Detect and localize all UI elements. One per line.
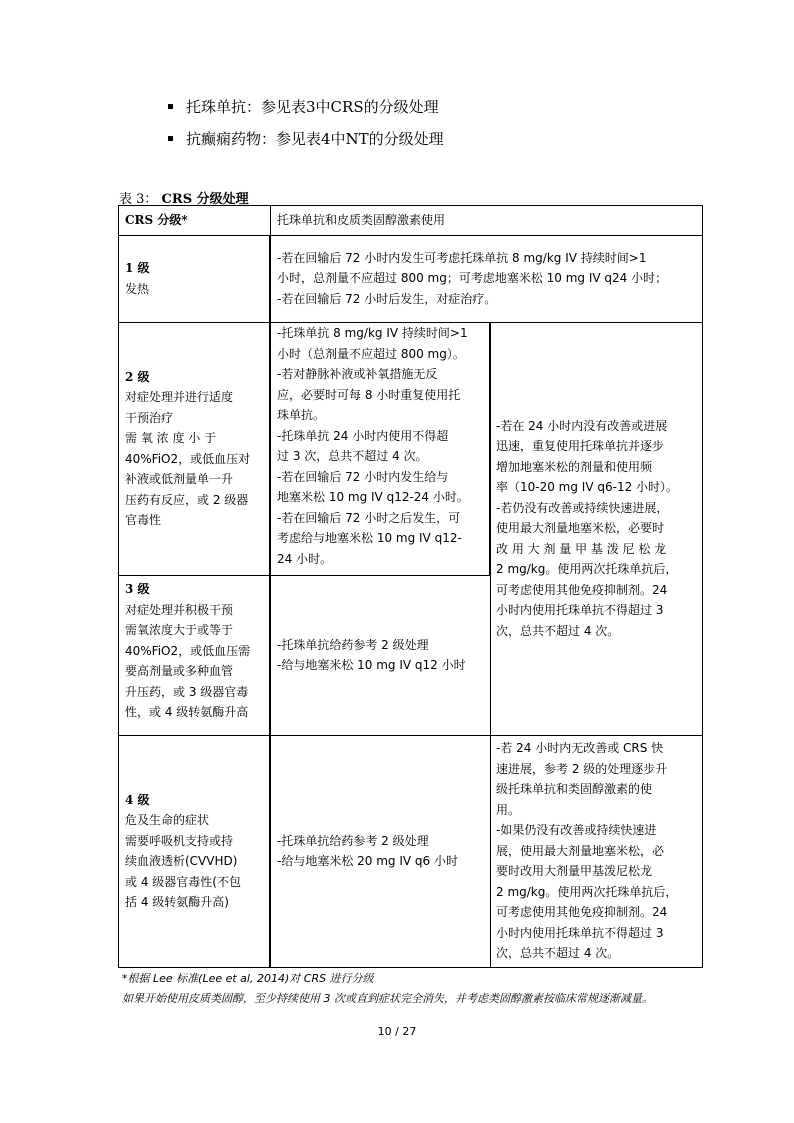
escalation-line: 可考虑使用其他免疫抑制剂。24 bbox=[496, 582, 668, 597]
treatment-line: -若在回输后 72 小时内发生可考虑托珠单抗 8 mg/kg IV 持续时间>1 bbox=[277, 250, 647, 265]
grade-label: 2 级 bbox=[125, 369, 150, 384]
escalation-line: 率（10-20 mg IV q6-12 小时）。 bbox=[496, 480, 679, 495]
escalation-line: 小时内使用托珠单抗不得超过 3 bbox=[496, 603, 664, 618]
table-caption-prefix: 表 3： bbox=[119, 192, 158, 207]
escalation-line: 次，总共不超过 4 次。 bbox=[496, 623, 620, 638]
grade-desc: 性，或 4 级转氨酶升高 bbox=[125, 705, 249, 719]
table-caption-title: CRS 分级处理 bbox=[161, 192, 249, 207]
table-row-treatment-4 bbox=[269, 735, 491, 968]
treatment-line: 小时，总剂量不应超过 800 mg；可考虑地塞米松 10 mg IV q24 小时； bbox=[277, 271, 668, 286]
table-row-grade-3 bbox=[118, 575, 271, 736]
grade-desc: 升压药，或 3 级器官毒 bbox=[125, 684, 249, 699]
escalation-line: 2 mg/kg。使用两次托珠单抗后， bbox=[496, 562, 678, 577]
grade-desc: 40%FiO2，或低血压对 bbox=[125, 451, 251, 466]
treatment-line: 过 3 次，总共不超过 4 次。 bbox=[277, 449, 428, 463]
bullet-marker-icon bbox=[168, 136, 173, 141]
table-row-grade-1 bbox=[118, 235, 271, 323]
grade-desc: 需氧浓度大于或等于 bbox=[125, 623, 234, 637]
footnote-steroid-taper: 如果开始使用皮质类固醇，至少持续使用 3 次或直到症状完全消失，并考虑类固醇激素按临床常规逐渐减量。 bbox=[122, 992, 653, 1005]
treatment-line: -若在回输后 72 小时后发生，对症治疗。 bbox=[277, 291, 497, 306]
escalation-line: -如果仍没有改善或持续快速进 bbox=[496, 823, 657, 838]
escalation-line: 可考虑使用其他免疫抑制剂。24 bbox=[496, 905, 668, 920]
escalation-line: 用。 bbox=[496, 802, 521, 817]
page-number: 10 / 27 bbox=[377, 1025, 417, 1038]
grade-desc: 官毒性 bbox=[125, 513, 162, 527]
escalation-line: 要时改用大剂量甲基泼尼松龙 bbox=[496, 864, 653, 879]
treatment-line: 考虑给与地塞米松 10 mg IV q12- bbox=[277, 531, 462, 545]
escalation-line: 增加地塞米松的剂量和使用频 bbox=[496, 459, 653, 474]
escalation-line: 使用最大剂量地塞米松，必要时 bbox=[496, 521, 665, 536]
treatment-line: -托珠单抗给药参考 2 级处理 bbox=[277, 637, 429, 652]
bullet-marker-icon bbox=[168, 104, 173, 109]
escalation-line: 次，总共不超过 4 次。 bbox=[496, 946, 620, 961]
header-text: 托珠单抗和皮质类固醇激素使用 bbox=[277, 213, 446, 228]
treatment-line: -给与地塞米松 20 mg IV q6 小时 bbox=[277, 854, 458, 868]
grade-label: 3 级 bbox=[125, 582, 150, 596]
table-row-grade-4 bbox=[118, 735, 271, 968]
escalation-line: 展，使用最大剂量地塞米松，必 bbox=[496, 843, 665, 858]
grade-desc: 对症处理并进行适度 bbox=[125, 390, 234, 404]
escalation-line: 小时内使用托珠单抗不得超过 3 bbox=[496, 925, 664, 940]
escalation-line: -若在 24 小时内没有改善或进展 bbox=[496, 418, 668, 433]
grade-desc: 危及生命的症状 bbox=[125, 813, 210, 827]
treatment-line: -若对静脉补液或补氧措施无反 bbox=[277, 367, 438, 381]
treatment-line: -若在回输后 72 小时内发生给与 bbox=[277, 469, 449, 484]
grade-desc: 发热 bbox=[125, 281, 150, 296]
table-header-treatment bbox=[270, 205, 703, 236]
escalation-line: 迅速，重复使用托珠单抗并逐步 bbox=[496, 439, 665, 454]
escalation-line: 速进展，参考 2 级的处理逐步升 bbox=[496, 761, 668, 776]
escalation-line: 改 用 大 剂 量 甲 基 泼 尼 松 龙 bbox=[496, 541, 667, 556]
grade-label: 4 级 bbox=[125, 792, 150, 807]
treatment-line: -托珠单抗 8 mg/kg IV 持续时间>1 bbox=[277, 326, 468, 340]
bullet-text: 抗癫痫药物：参见表4中NT的分级处理 bbox=[186, 130, 444, 148]
treatment-line: 地塞米松 10 mg IV q12-24 小时。 bbox=[277, 490, 469, 504]
grade-desc: 需 氧 浓 度 小 于 bbox=[125, 431, 217, 445]
grade-desc: 括 4 级转氨酶升高) bbox=[125, 895, 229, 909]
grade-desc: 压药有反应，或 2 级器 bbox=[125, 492, 249, 507]
treatment-line: 24 小时。 bbox=[277, 551, 333, 566]
escalation-line: 2 mg/kg。使用两次托珠单抗后， bbox=[496, 884, 678, 899]
escalation-line: -若 24 小时内无改善或 CRS 快 bbox=[496, 741, 664, 756]
treatment-line: 应，必要时可每 8 小时重复使用托 bbox=[277, 387, 461, 402]
bullet-text: 托珠单抗：参见表3中CRS的分级处理 bbox=[186, 98, 439, 116]
grade-desc: 或 4 级器官毒性(不包 bbox=[125, 874, 241, 889]
grade-label: 1 级 bbox=[125, 261, 150, 275]
grade-desc: 40%FiO2，或低血压需 bbox=[125, 643, 251, 658]
grade-desc: 干预治疗 bbox=[125, 410, 174, 425]
escalation-line: 级托珠单抗和类固醇激素的使 bbox=[496, 782, 653, 797]
table-row-treatment-2 bbox=[269, 322, 491, 576]
header-text: CRS 分级* bbox=[125, 213, 188, 228]
table-header-grade bbox=[118, 205, 271, 236]
grade-desc: 对症处理并积极干预 bbox=[125, 602, 234, 617]
treatment-line: -托珠单抗给药参考 2 级处理 bbox=[277, 833, 429, 848]
treatment-line: -托珠单抗 24 小时内使用不得超 bbox=[277, 428, 449, 443]
treatment-line: 小时（总剂量不应超过 800 mg）。 bbox=[277, 346, 465, 361]
escalation-line: -若仍没有改善或持续快速进展， bbox=[496, 500, 669, 515]
table-escalation-grade-2-3 bbox=[490, 322, 703, 736]
table-row-treatment-3 bbox=[269, 575, 491, 736]
treatment-line: -若在回输后 72 小时之后发生，可 bbox=[277, 510, 461, 525]
treatment-line: -给与地塞米松 10 mg IV q12 小时 bbox=[277, 658, 466, 672]
table-row-treatment-1 bbox=[269, 235, 703, 323]
table-escalation-grade-4 bbox=[490, 735, 703, 968]
grade-desc: 补液或低剂量单一升 bbox=[125, 472, 234, 486]
footnote-grading-source: *根据 Lee 标准(Lee et al, 2014)对 CRS 进行分级 bbox=[122, 972, 374, 985]
grade-desc: 续血液透析(CVVHD) bbox=[125, 854, 238, 868]
grade-desc: 需要呼吸机支持或持 bbox=[125, 833, 234, 848]
grade-desc: 要高剂量或多种血管 bbox=[125, 664, 234, 678]
table-row-grade-2 bbox=[118, 322, 271, 576]
treatment-line: 珠单抗。 bbox=[277, 408, 326, 422]
